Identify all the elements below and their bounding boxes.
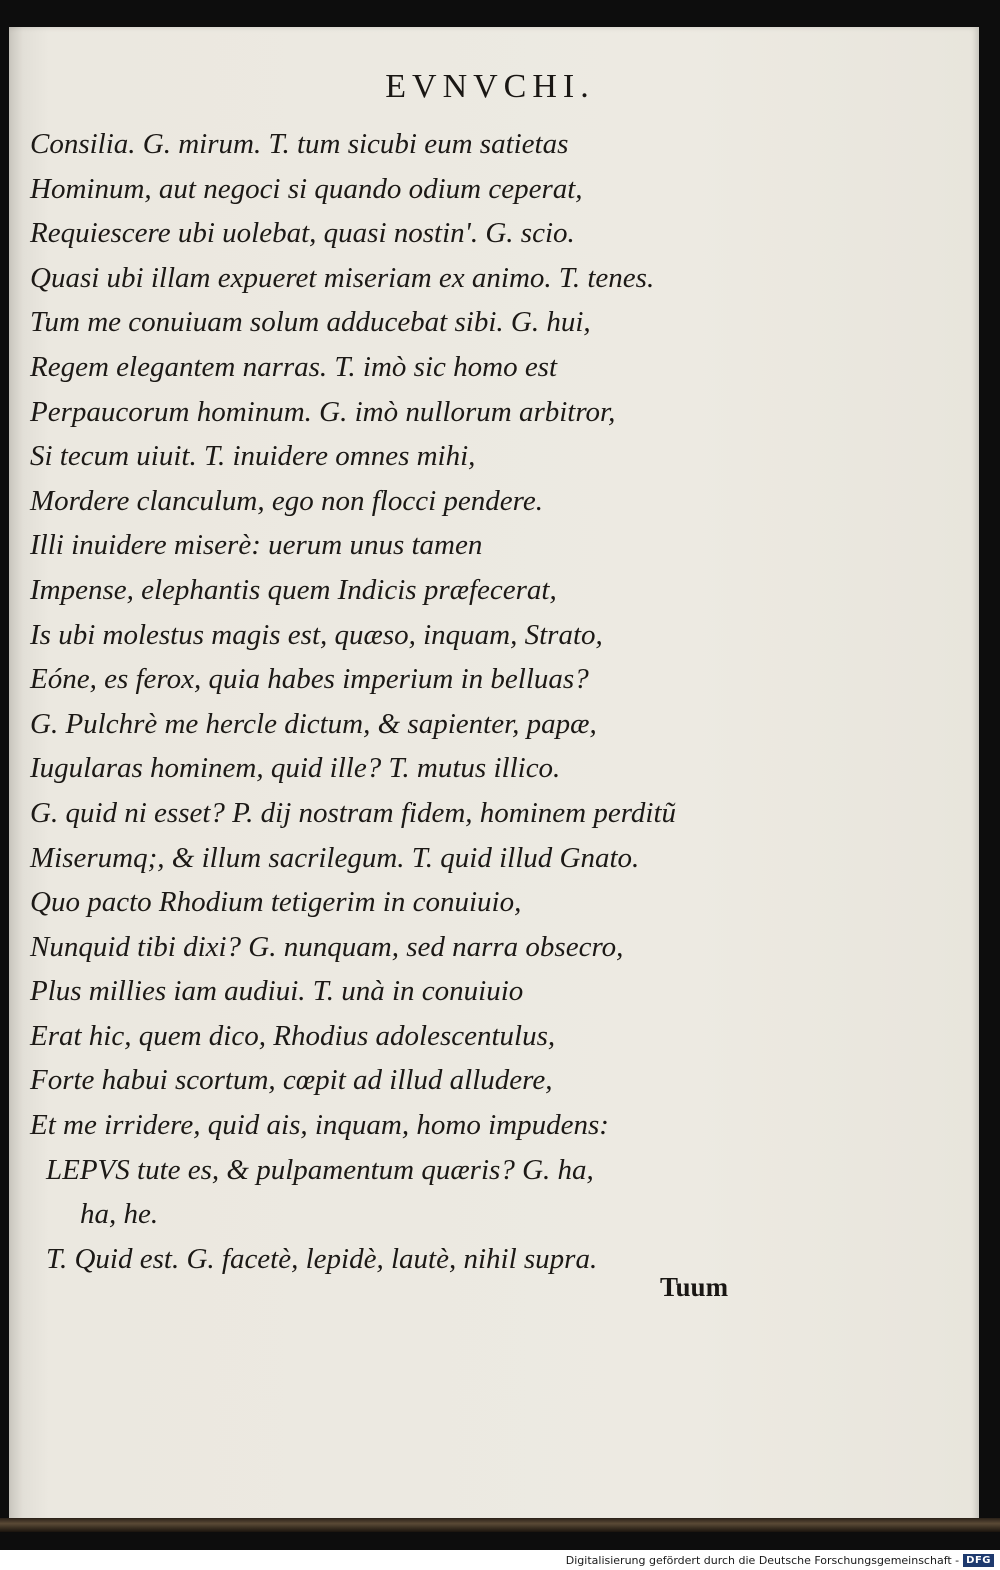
verse-line: Eóne, es ferox, quia habes imperium in belluas? — [30, 663, 589, 696]
verse-line: T. Quid est. G. facetè, lepidè, lautè, nihil supra. — [46, 1242, 598, 1275]
page-bottom-edge — [0, 1518, 1000, 1532]
verse-line: Forte habui scortum, cœpit ad illud alludere, — [30, 1064, 553, 1097]
verse-line: Nunquid tibi dixi? G. nunquam, sed narra obsecro, — [30, 930, 624, 963]
verse-line: Regem elegantem narras. T. imò sic homo est — [30, 350, 558, 383]
verse-line: Erat hic, quem dico, Rhodius adolescentulus, — [30, 1019, 556, 1052]
verse-line: Consilia. G. mirum. T. tum sicubi eum satietas — [30, 128, 569, 160]
verse-line: Miserumq;, & illum sacrilegum. T. quid illud Gnato. — [30, 841, 640, 874]
verse-line: Mordere clanculum, ego non flocci pendere. — [30, 484, 543, 517]
verse-line: LEPVS tute es, & pulpamentum quæris? G. ha, — [46, 1153, 594, 1186]
verse-line-continuation: ha, he. — [80, 1198, 159, 1231]
verse-line: Is ubi molestus magis est, quæso, inquam, Strato, — [30, 618, 603, 651]
verse-text — [30, 122, 760, 1281]
digitization-credit — [566, 1551, 994, 1570]
catchword: Tuum — [660, 1272, 729, 1302]
dfg-logo: DFG — [963, 1554, 994, 1567]
verse-line: Tum me conuiuam solum adducebat sibi. G. hui, — [30, 306, 591, 339]
verse-line: Quo pacto Rhodium tetigerim in conuiuio, — [30, 886, 522, 919]
verse-line: Plus millies iam audiui. T. unà in conuiuio — [30, 975, 524, 1008]
verse-line: Hominum, aut negoci si quando odium ceperat, — [30, 172, 583, 205]
verse-line: Si tecum uiuit. T. inuidere omnes mihi, — [30, 440, 476, 473]
verse-line: G. Pulchrè me hercle dictum, & sapienter, papæ, — [30, 707, 597, 740]
verse-line: Impense, elephantis quem Indicis præfecerat, — [30, 573, 557, 606]
verse-line: G. quid ni esset? P. dij nostram fidem, hominem perditũ — [30, 796, 677, 829]
verse-line: Iugularas hominem, quid ille? T. mutus illico. — [30, 752, 561, 785]
verse-line: Requiescere ubi uolebat, quasi nostin'. G. scio. — [30, 217, 575, 250]
running-head: EVNVCHI. — [385, 68, 595, 105]
credit-text: Digitalisierung gefördert durch die Deutsche Forschungsgemeinschaft - — [565, 1554, 960, 1567]
verse-line: Quasi ubi illam expueret miseriam ex animo. T. tenes. — [30, 261, 655, 294]
verse-line: Perpaucorum hominum. G. imò nullorum arbitror, — [30, 395, 616, 428]
verse-line: Et me irridere, quid ais, inquam, homo impudens: — [30, 1109, 609, 1142]
verse-line: Illi inuidere miserè: uerum unus tamen — [30, 529, 483, 562]
